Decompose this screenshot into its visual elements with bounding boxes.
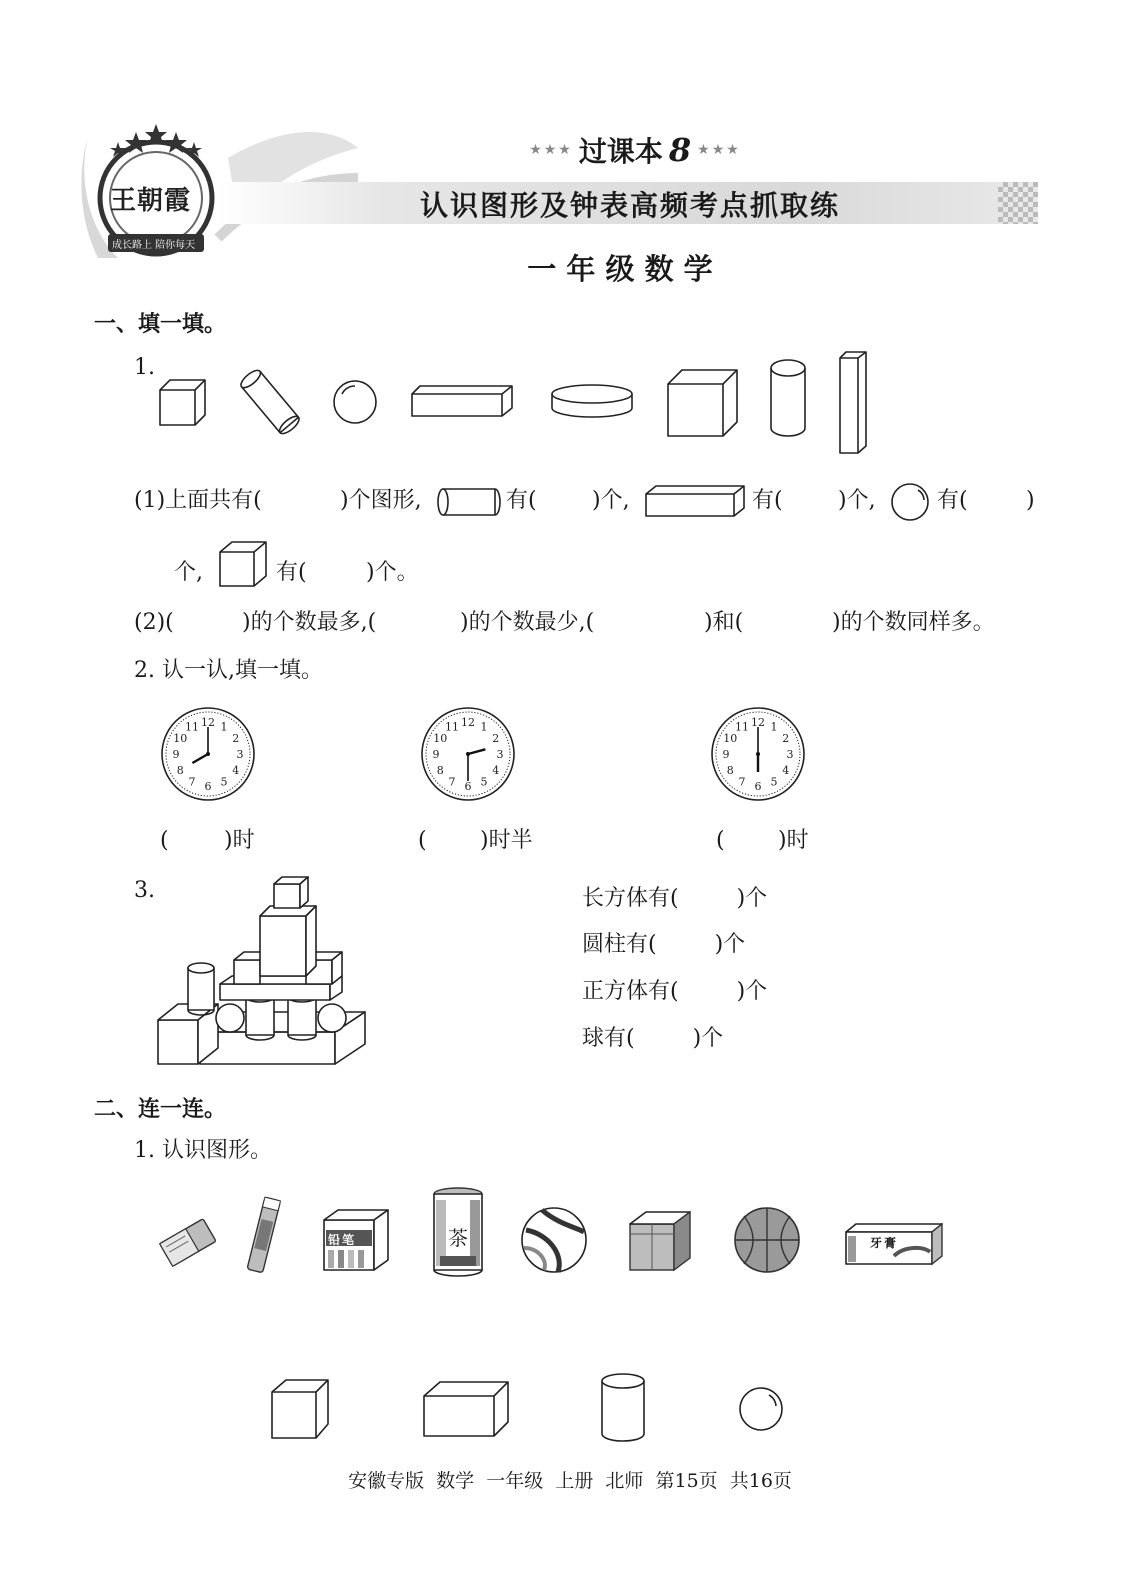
q1-part1-g: 有( [937,488,968,513]
section-heading-fill: 一、填一填。 [94,312,227,337]
q3-cylinder-suffix: )个 [714,932,746,957]
clock-number: 10 [173,732,188,745]
clock-number: 3 [496,748,504,761]
clock-number: 6 [464,780,472,793]
title-band-pattern [998,182,1038,224]
basketball-image [730,1204,804,1280]
clock-number: 8 [436,764,444,777]
shapes-row [150,350,890,460]
logo-text: 王朝霞 [110,186,192,216]
clock-number: 12 [461,716,475,729]
q3-cube-suffix: )个 [736,979,768,1004]
clock-number: 11 [185,720,199,734]
clock-number: 4 [232,764,240,777]
q3-sphere-line [582,1028,723,1050]
q3-cube-line [582,981,767,1003]
q1-part1-k: )个。 [366,560,419,585]
cuboid-icon [644,484,748,522]
clock-3-label-open: ( [716,828,725,853]
clock-number: 7 [738,775,746,789]
clock-number: 1 [220,720,228,734]
clock-number: 2 [492,732,500,745]
clock-number: 4 [782,764,790,777]
clock-number: 10 [723,732,738,745]
clock-number: 2 [782,732,790,745]
q3-cube-label: 正方体有( [582,979,679,1004]
clock-number: 3 [786,748,794,761]
q3-sphere-suffix: )个 [692,1026,724,1051]
q1-part2-e: )的个数同样多。 [832,610,995,635]
clock-number: 9 [172,748,180,761]
q3-cuboid-label: 长方体有( [582,886,679,911]
answer-sphere [737,1386,787,1436]
page-subtitle: 一 年 级 数 学 [527,252,713,286]
clock-number: 5 [220,775,228,789]
clock-number: 8 [726,764,734,777]
clock-1 [158,704,258,808]
tea-can-label: 茶 [448,1226,468,1250]
cylinder-icon [437,486,503,522]
q1-part1-i: 个, [174,560,203,585]
clock-number: 6 [754,780,762,793]
q3-number: 3. [134,878,155,903]
eraser-image [155,1210,220,1280]
q3-cuboid-line [582,888,767,910]
clock-center [206,752,210,756]
star-decoration-right: ★★★ [697,142,741,158]
glue-stick-image [244,1192,284,1280]
clock-center [466,752,470,756]
clock-1-label-close: )时 [224,828,255,853]
section-heading-match: 二、连一连。 [94,1097,227,1122]
footer-text: 安徽专版 数学 一年级 上册 北师 第15页 共16页 [348,1470,792,1492]
clock-center [756,752,760,756]
q3-cylinder-line [582,934,745,956]
q1-part1-d: )个, [592,488,630,513]
sphere-icon [888,482,932,526]
q1-part2-b: )的个数最多,( [242,610,377,635]
clock-number: 1 [480,720,488,734]
shape-cube [160,380,205,425]
q3-cuboid-suffix: )个 [736,886,768,911]
clock-2-label-close: )时半 [480,828,533,853]
toothpaste-label: 牙膏 [870,1236,899,1250]
clock-number: 8 [176,764,184,777]
q1-part1-h: ) [1026,488,1035,513]
toothpaste-box-image [844,1222,944,1270]
s2-q1-title: 1. 认识图形。 [134,1138,272,1163]
clock-number: 6 [204,780,212,793]
q1-part2-c: )的个数最少,( [460,610,595,635]
q1-part1-c: 有( [506,488,537,513]
clock-number: 7 [448,775,456,789]
series-number: 8 [668,131,692,169]
volleyball-image [518,1204,590,1280]
q1-part2-d: )和( [704,610,744,635]
clock-1-label-open: ( [160,828,169,853]
clock-number: 4 [492,764,500,777]
clock-number: 9 [432,748,440,761]
pencil-box-image [322,1206,390,1276]
clock-number: 12 [201,716,215,729]
q1-part1-e: 有( [752,488,783,513]
clock-number: 12 [751,716,765,729]
clock-number: 5 [480,775,488,789]
page-title: 认识图形及钟表高频考点抓取练 [419,189,840,222]
series-banner [505,130,765,170]
q1-part1-b: )个图形, [340,488,422,513]
clock-number: 1 [770,720,778,734]
clock-number: 10 [433,732,448,745]
star-decoration-left: ★★★ [529,142,573,158]
q1-part2-a: (2)( [134,610,174,635]
answer-cuboid [422,1380,512,1442]
logo-tagline: 成长路上 陪你每天 [112,240,196,251]
series-label: 过课本 [578,135,663,168]
clock-number: 11 [445,720,459,734]
pencil-box-label: 铅笔 [328,1233,357,1247]
clock-3-label-close: )时 [778,828,809,853]
clock-number: 3 [236,748,244,761]
answer-cylinder [598,1372,648,1448]
q2-title: 2. 认一认,填一填。 [134,658,323,683]
clock-number: 11 [735,720,749,734]
q3-cylinder-label: 圆柱有( [582,932,657,957]
carton-box-image [628,1208,694,1276]
answer-cube [270,1378,332,1444]
q1-part1-j: 有( [276,560,307,585]
clock-number: 5 [770,775,778,789]
tea-can-image [430,1186,486,1280]
q3-sphere-label: 球有( [582,1026,635,1051]
clock-3 [708,704,808,808]
clock-number: 2 [232,732,240,745]
clock-2 [418,704,518,808]
block-structure [150,872,380,1076]
cube-icon [218,540,270,592]
question-number: 1. [134,355,155,380]
clock-number: 9 [722,748,730,761]
clock-2-label-open: ( [418,828,427,853]
clock-number: 7 [188,775,196,789]
q1-part1-f: )个, [838,488,876,513]
q1-part1-a: (1)上面共有( [134,488,262,513]
